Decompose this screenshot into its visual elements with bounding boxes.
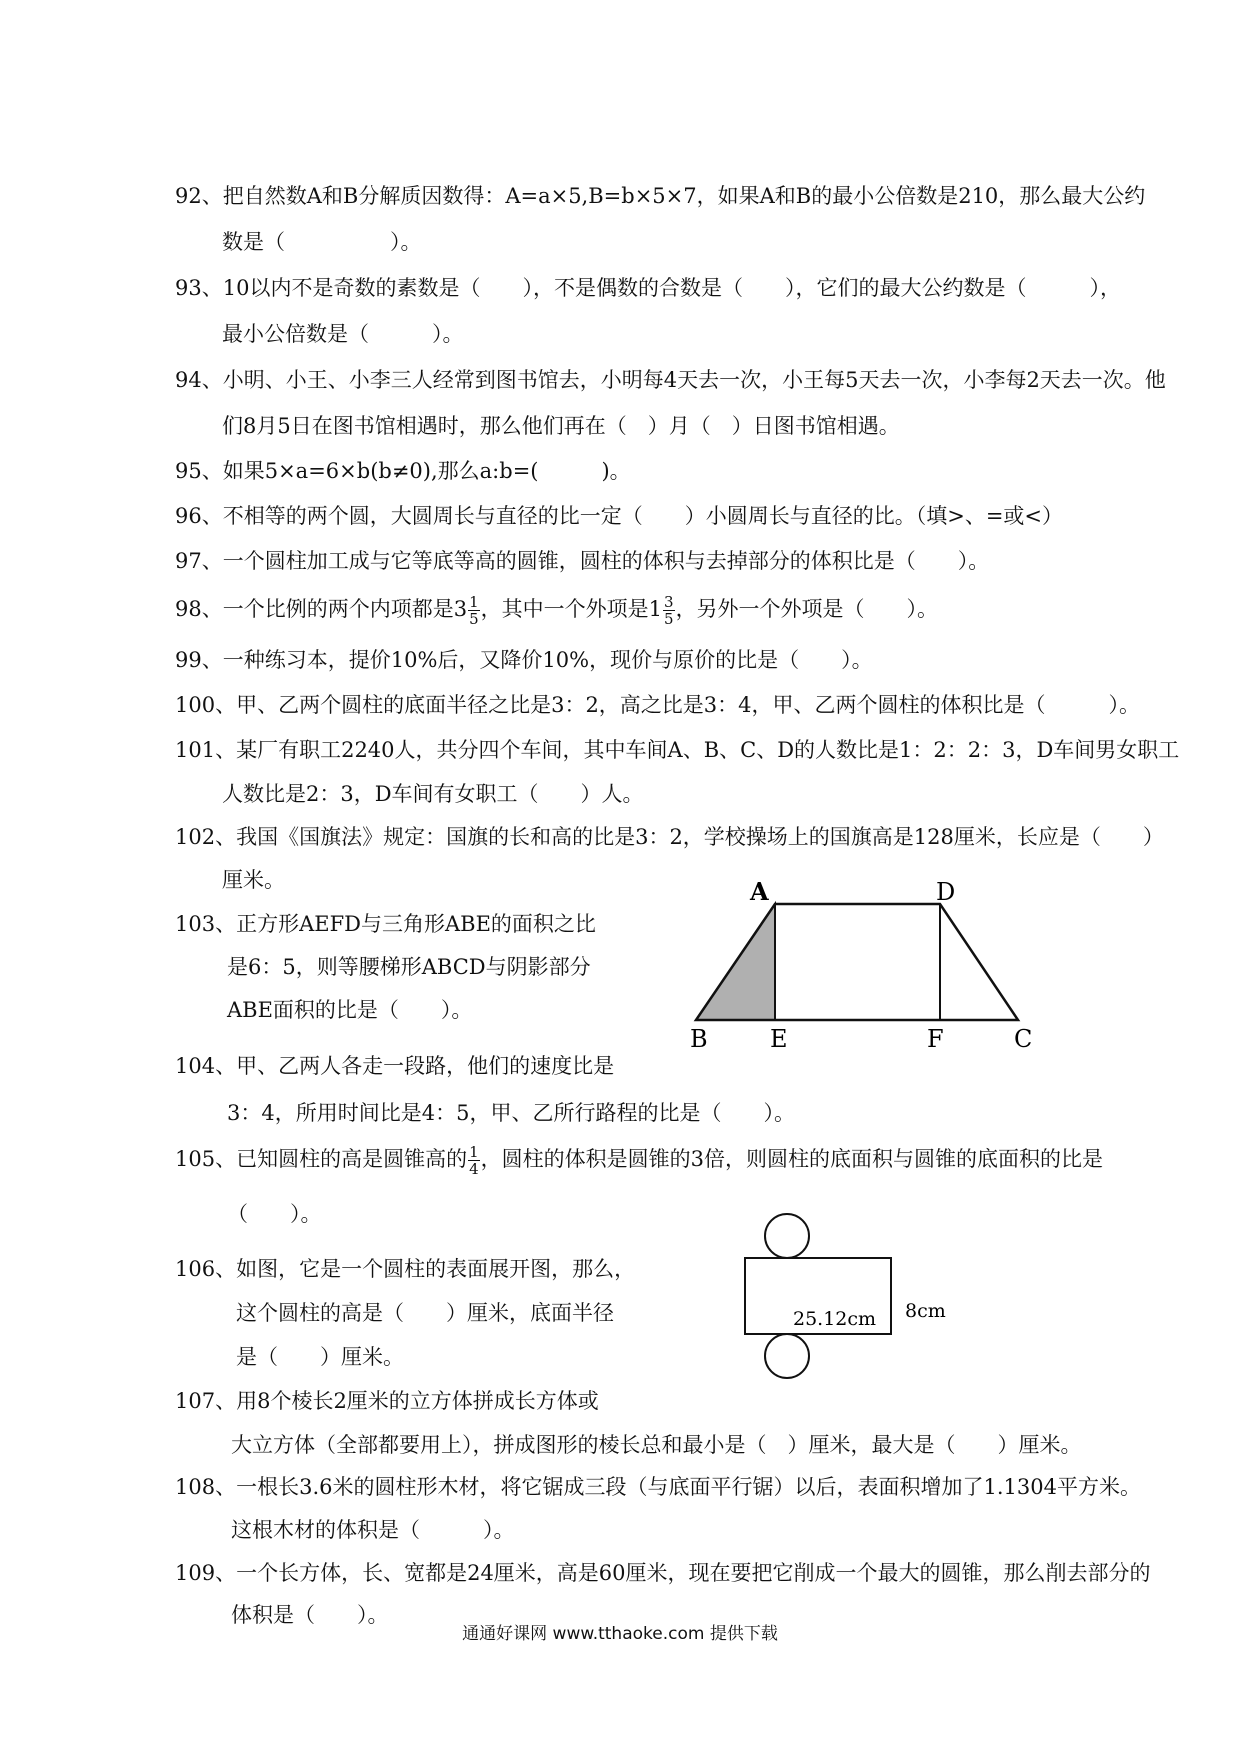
q98-line1 bbox=[175, 594, 938, 627]
q107-line2: 大立方体（全部都要用上），拼成图形的棱长总和最小是（ ）厘米，最大是（ ）厘米。 bbox=[231, 1433, 1082, 1457]
label-c: C bbox=[1014, 1025, 1033, 1053]
q109-line2: 体积是（ ）。 bbox=[231, 1603, 389, 1627]
q98-frac1-numerator: 1 bbox=[469, 593, 479, 611]
q107-line1: 107、用8个棱长2厘米的立方体拼成长方体或 bbox=[175, 1389, 599, 1413]
q103-line1: 103、正方形AEFD与三角形ABE的面积之比 bbox=[175, 912, 596, 936]
label-b: B bbox=[690, 1025, 708, 1053]
q105-text-post: ，圆柱的体积是圆锥的3倍，则圆柱的底面积与圆锥的底面积的比是 bbox=[480, 1147, 1103, 1171]
q104-line2: 3：4，所用时间比是4：5，甲、乙所行路程的比是（ ）。 bbox=[227, 1101, 795, 1125]
q98-text-post: ，另外一个外项是（ ）。 bbox=[675, 597, 939, 621]
q104-line1: 104、甲、乙两人各走一段路，他们的速度比是 bbox=[175, 1054, 615, 1078]
q98-text-pre: 98、一个比例的两个内项都是3 bbox=[175, 597, 468, 621]
q98-frac2-numerator: 3 bbox=[664, 593, 674, 611]
q98-frac1-denominator: 5 bbox=[469, 610, 479, 628]
label-e: E bbox=[770, 1025, 788, 1053]
q94-line1: 94、小明、小王、小李三人经常到图书馆去，小明每4天去一次，小王每5天去一次，小李每2天去一次。他 bbox=[175, 368, 1166, 392]
page-footer: 通通好课网 www.tthaoke.com 提供下载 bbox=[462, 1624, 778, 1644]
q103-line3: ABE面积的比是（ ）。 bbox=[227, 998, 473, 1022]
q94-line2: 们8月5日在图书馆相遇时，那么他们再在（ ）月（ ）日图书馆相遇。 bbox=[222, 414, 900, 438]
cylinder-net-figure bbox=[735, 1210, 995, 1400]
q101-line1: 101、某厂有职工2240人，共分四个车间，其中车间A、B、C、D的人数比是1：2：2：3，D车间男女职工 bbox=[175, 738, 1180, 762]
q98-text-mid: ，其中一个外项是1 bbox=[480, 597, 663, 621]
q95-line1: 95、如果5×a=6×b(b≠0),那么a:b=( )。 bbox=[175, 459, 631, 483]
q92-line2: 数是（ ）。 bbox=[222, 230, 422, 254]
q108-line1: 108、一根长3.6米的圆柱形木材，将它锯成三段（与底面平行锯）以后，表面积增加了1.1304平方米。 bbox=[175, 1475, 1141, 1499]
q98-frac2-denominator: 5 bbox=[664, 610, 674, 628]
label-d: D bbox=[936, 878, 956, 906]
q106-line3: 是（ ）厘米。 bbox=[236, 1345, 404, 1369]
q93-line2: 最小公倍数是（ ）。 bbox=[222, 322, 464, 346]
q99-line1: 99、一种练习本，提价10%后，又降价10%，现价与原价的比是（ ）。 bbox=[175, 648, 873, 672]
q102-line1: 102、我国《国旗法》规定：国旗的长和高的比是3：2，学校操场上的国旗高是128厘米，长应是（ ） bbox=[175, 825, 1164, 849]
length-label: 25.12cm bbox=[793, 1308, 877, 1330]
q102-line2: 厘米。 bbox=[222, 868, 285, 892]
q105-text-pre: 105、已知圆柱的高是圆锥高的 bbox=[175, 1147, 468, 1171]
trapezoid-figure bbox=[680, 870, 1040, 1070]
q105-frac-denominator: 4 bbox=[469, 1160, 479, 1178]
q97-line1: 97、一个圆柱加工成与它等底等高的圆锥，圆柱的体积与去掉部分的体积比是（ ）。 bbox=[175, 549, 990, 573]
q105-fraction bbox=[468, 1144, 480, 1177]
q103-line2: 是6：5，则等腰梯形ABCD与阴影部分 bbox=[227, 955, 591, 979]
bottom-circle bbox=[765, 1334, 809, 1378]
q96-line1: 96、不相等的两个圆，大圆周长与直径的比一定（ ）小圆周长与直径的比。（填>、=或<） bbox=[175, 504, 1064, 528]
label-a: A bbox=[750, 877, 769, 906]
q101-line2: 人数比是2：3，D车间有女职工（ ）人。 bbox=[222, 782, 644, 806]
q108-line2: 这根木材的体积是（ ）。 bbox=[231, 1518, 515, 1542]
q92-line1: 92、把自然数A和B分解质因数得：A=a×5,B=b×5×7，如果A和B的最小公倍数是210，那么最大公约 bbox=[175, 184, 1146, 208]
q98-fraction-1 bbox=[468, 594, 480, 627]
q98-fraction-2 bbox=[663, 594, 675, 627]
height-label: 8cm bbox=[905, 1300, 946, 1322]
q105-line1 bbox=[175, 1144, 1103, 1177]
q100-line1: 100、甲、乙两个圆柱的底面半径之比是3：2，高之比是3：4，甲、乙两个圆柱的体积比是（ ）。 bbox=[175, 693, 1141, 717]
q109-line1: 109、一个长方体，长、宽都是24厘米，高是60厘米，现在要把它削成一个最大的圆锥，那么削去部分的 bbox=[175, 1561, 1151, 1585]
q105-frac-numerator: 1 bbox=[469, 1143, 479, 1161]
top-circle bbox=[765, 1214, 809, 1258]
q105-line2: （ ）。 bbox=[227, 1202, 322, 1226]
label-f: F bbox=[927, 1025, 944, 1053]
q106-line1: 106、如图，它是一个圆柱的表面展开图，那么， bbox=[175, 1257, 636, 1281]
q93-line1: 93、10以内不是奇数的素数是（ ），不是偶数的合数是（ ），它们的最大公约数是（ ）， bbox=[175, 276, 1121, 300]
q106-line2: 这个圆柱的高是（ ）厘米，底面半径 bbox=[236, 1301, 614, 1325]
